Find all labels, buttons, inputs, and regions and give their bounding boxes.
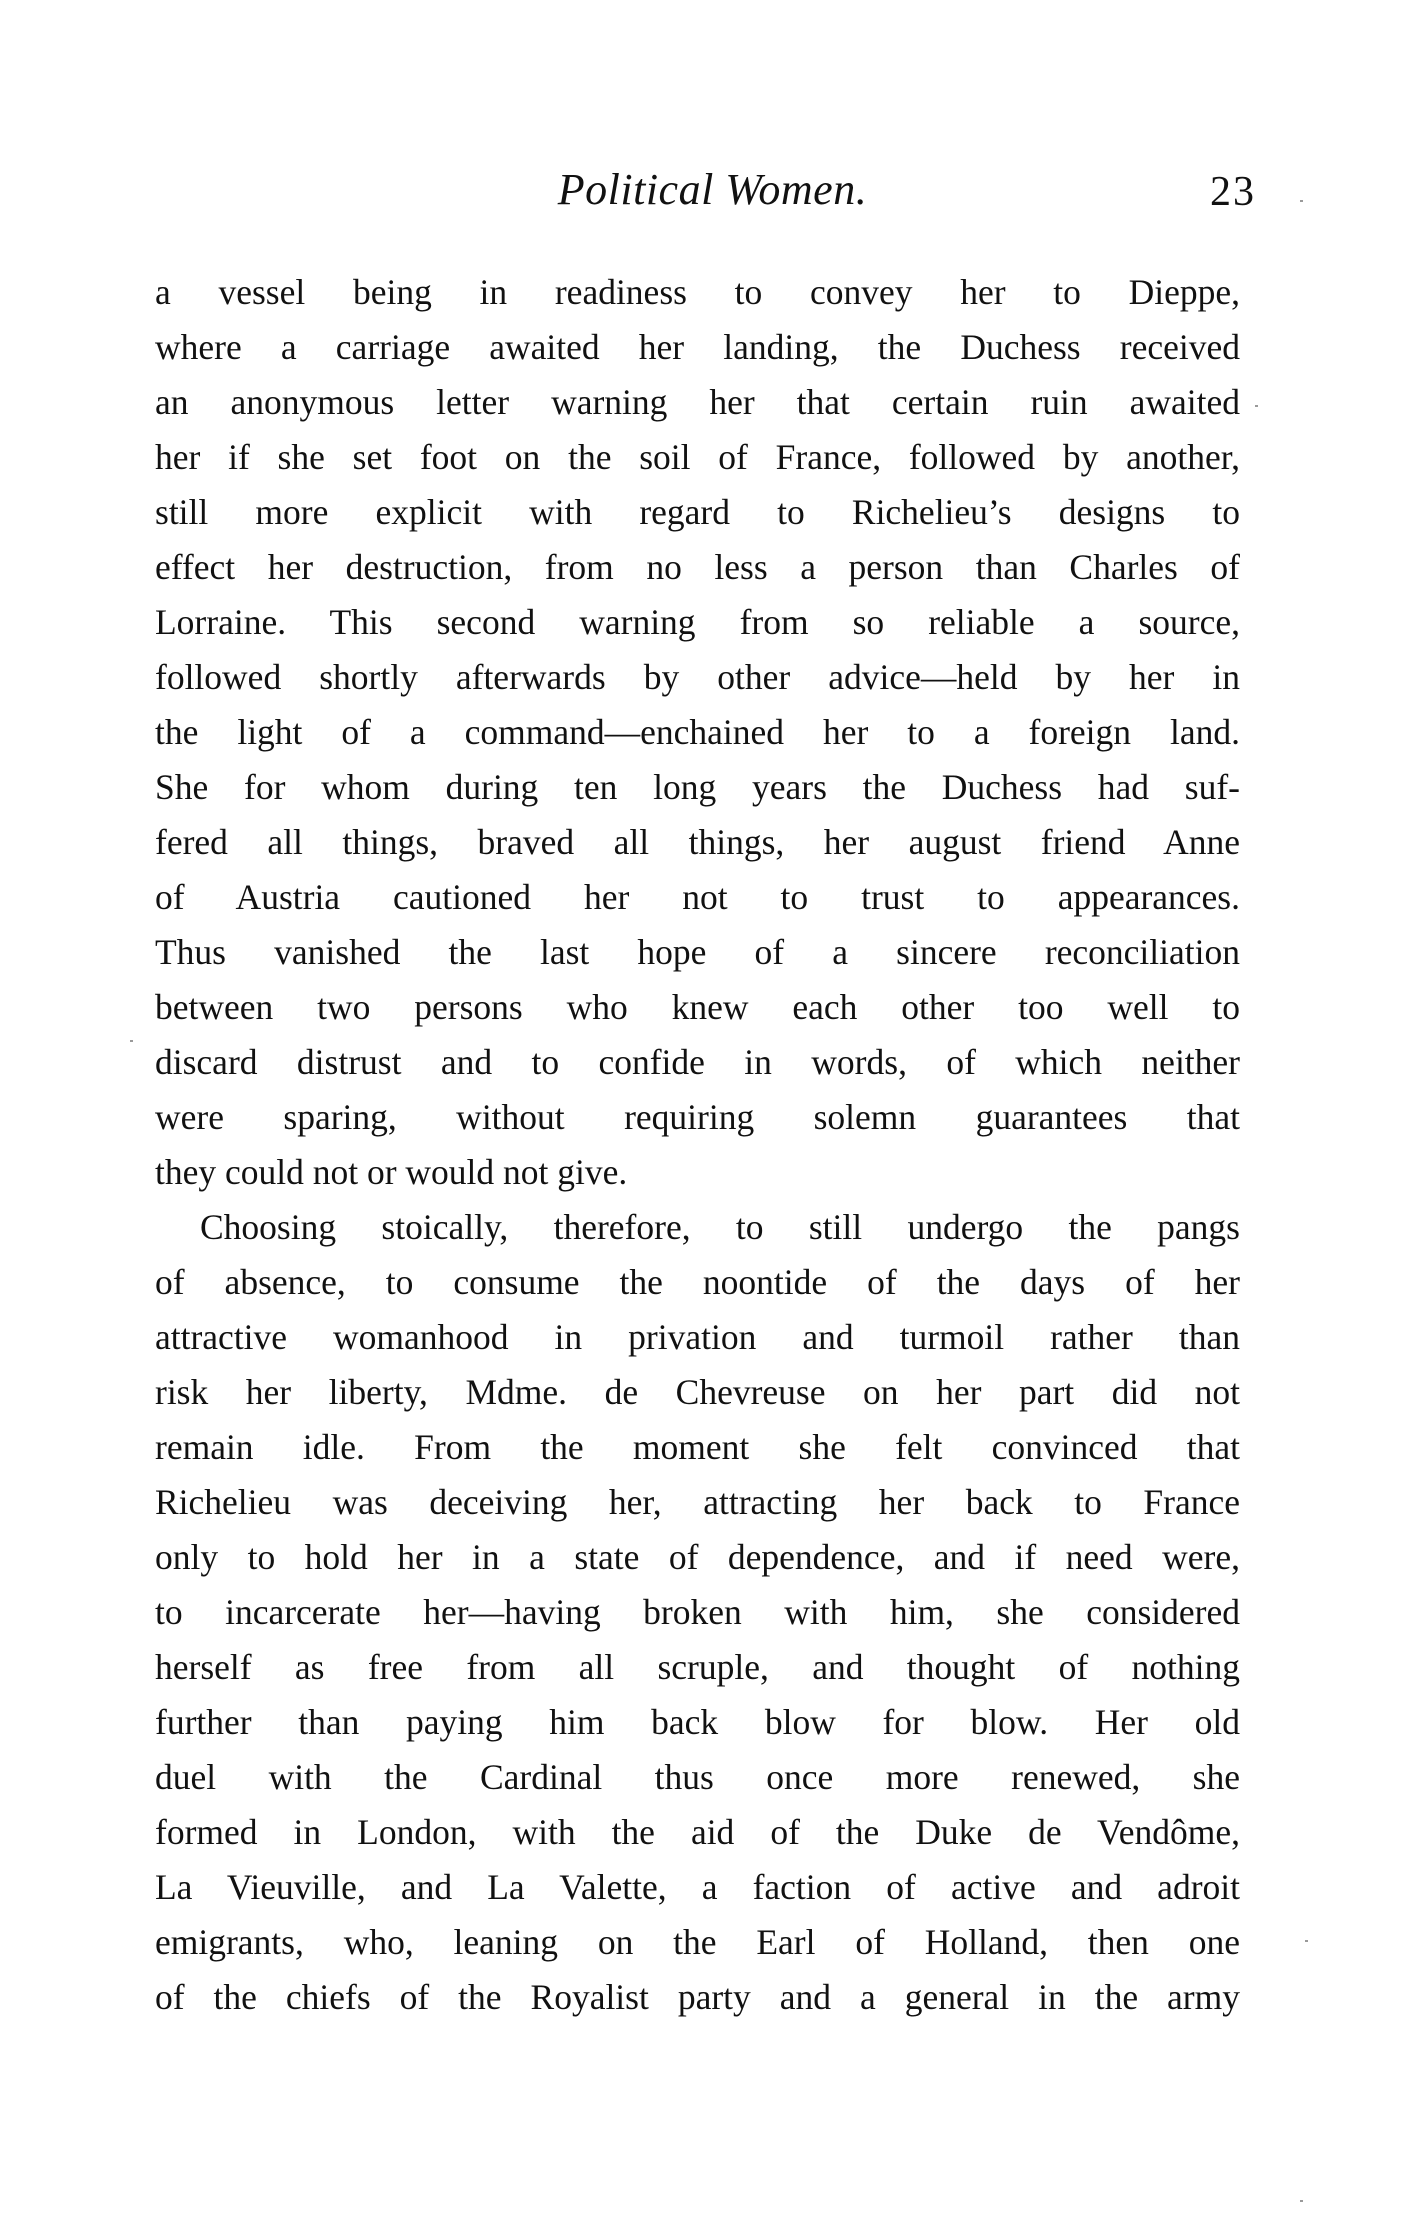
text-line: duel with the Cardinal thus once more renewed, she <box>155 1757 1240 1797</box>
paragraph-2 <box>155 1200 1240 2025</box>
text-line: remain idle. From the moment she felt convinced that <box>155 1427 1240 1467</box>
text-line: effect her destruction, from no less a person than Charles of <box>155 547 1240 587</box>
scan-speck <box>1300 200 1303 202</box>
text-line: risk her liberty, Mdme. de Chevreuse on her part did not <box>155 1372 1240 1412</box>
text-line: formed in London, with the aid of the Duke de Vendôme, <box>155 1812 1240 1852</box>
scan-speck <box>130 1040 133 1042</box>
text-line: Lorraine. This second warning from so reliable a source, <box>155 602 1240 642</box>
text-line: Choosing stoically, therefore, to still undergo the pangs <box>200 1207 1240 1247</box>
text-line: only to hold her in a state of dependence, and if need were, <box>155 1537 1240 1577</box>
text-line: of Austria cautioned her not to trust to appearances. <box>155 877 1240 917</box>
text-line: her if she set foot on the soil of France, followed by another, <box>155 437 1240 477</box>
text-line: still more explicit with regard to Richelieu’s designs to <box>155 492 1240 532</box>
scan-speck <box>1305 1940 1308 1942</box>
text-line: emigrants, who, leaning on the Earl of Holland, then one <box>155 1922 1240 1962</box>
text-line: Thus vanished the last hope of a sincere reconciliation <box>155 932 1240 972</box>
text-line: herself as free from all scruple, and thought of nothing <box>155 1647 1240 1687</box>
page-number: 23 <box>1210 169 1256 215</box>
text-line: She for whom during ten long years the Duchess had suf- <box>155 767 1240 807</box>
text-line: where a carriage awaited her landing, the Duchess received <box>155 327 1240 367</box>
text-line: to incarcerate her—having broken with him, she considered <box>155 1592 1240 1632</box>
text-line: Richelieu was deceiving her, attracting her back to France <box>155 1482 1240 1522</box>
text-line: an anonymous letter warning her that certain ruin awaited <box>155 382 1240 422</box>
text-line: discard distrust and to confide in words, of which neither <box>155 1042 1240 1082</box>
text-line: the light of a command—enchained her to a foreign land. <box>155 712 1240 752</box>
paragraph-1 <box>155 265 1240 1200</box>
text-line: they could not or would not give. <box>155 1152 628 1192</box>
text-line: a vessel being in readiness to convey her to Dieppe, <box>155 272 1240 312</box>
text-line: fered all things, braved all things, her august friend Anne <box>155 822 1240 862</box>
text-line: of absence, to consume the noontide of the days of her <box>155 1262 1240 1302</box>
running-head <box>155 164 1256 216</box>
text-line: between two persons who knew each other too well to <box>155 987 1240 1027</box>
text-line: were sparing, without requiring solemn guarantees that <box>155 1097 1240 1137</box>
scan-speck <box>1300 2200 1303 2202</box>
text-line: attractive womanhood in privation and turmoil rather than <box>155 1317 1240 1357</box>
text-line: followed shortly afterwards by other advice—held by her in <box>155 657 1240 697</box>
body-text <box>155 265 1240 2025</box>
scan-speck <box>1255 405 1258 407</box>
text-line: further than paying him back blow for blow. Her old <box>155 1702 1240 1742</box>
text-line: La Vieuville, and La Valette, a faction of active and adroit <box>155 1867 1240 1907</box>
text-line: of the chiefs of the Royalist party and a general in the army <box>155 1977 1240 2017</box>
running-title: Political Women. <box>557 165 868 214</box>
